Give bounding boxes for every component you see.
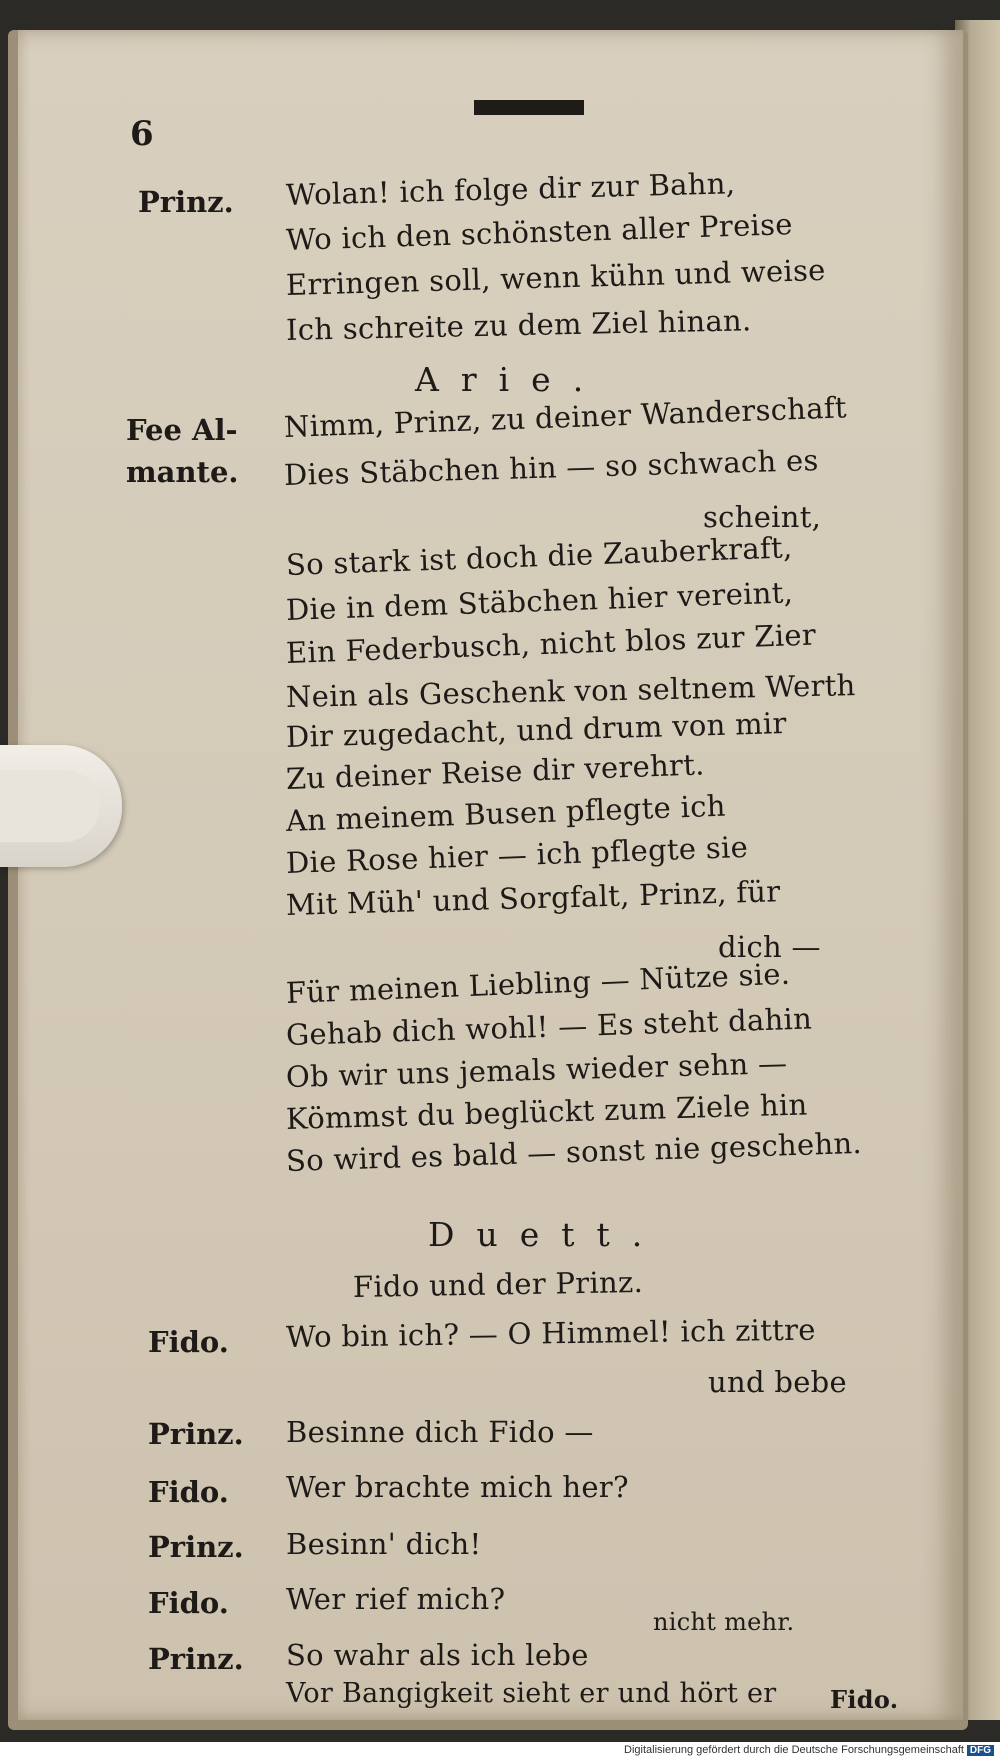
verse-line: Ob wir uns jemals wieder sehn —	[285, 1046, 788, 1094]
verse-line: Dir zugedacht, und drum von mir	[285, 706, 788, 754]
verse-line: Kömmst du beglückt zum Ziele hin	[285, 1087, 808, 1136]
verse-line: Wer rief mich?	[286, 1582, 506, 1616]
dfg-logo: DFG	[967, 1745, 994, 1756]
verse-line: Ein Federbusch, nicht blos zur Zier	[285, 617, 817, 670]
paper-clip-inner	[0, 770, 100, 842]
verse-line: dich —	[718, 930, 821, 964]
book-page	[18, 30, 963, 1720]
verse-line: Erringen soll, wenn kühn und weise	[285, 252, 827, 302]
verse-line: Nimm, Prinz, zu deiner Wanderschaft	[283, 390, 848, 444]
section-heading-arie: Arie.	[415, 360, 606, 399]
verse-line: Dies Stäbchen hin — so schwach es	[283, 443, 820, 492]
speaker-prinz: Prinz.	[148, 1642, 244, 1676]
digitization-footer	[0, 1742, 1000, 1763]
verse-line: Für meinen Liebling — Nütze sie.	[285, 956, 791, 1010]
verse-line: nicht mehr.	[653, 1608, 795, 1636]
catchword: Fido.	[830, 1685, 899, 1714]
verse-line: Mit Müh' und Sorgfalt, Prinz, für	[285, 874, 781, 922]
verse-line: Ich schreite zu dem Ziel hinan.	[285, 303, 752, 347]
verse-line: Die Rose hier — ich pflegte sie	[285, 829, 749, 880]
digitization-credit: Digitalisierung gefördert durch die Deutsche Forschungsgemeinschaft	[624, 1744, 964, 1756]
section-heading-duett: Duett.	[428, 1215, 665, 1254]
speaker-fee: mante.	[126, 455, 239, 489]
verse-line: Besinne dich Fido —	[286, 1415, 594, 1449]
speaker-fido: Fido.	[148, 1325, 229, 1359]
verse-line: Wo ich den schönsten aller Preise	[285, 207, 794, 257]
verse-line: An meinem Busen pflegte ich	[285, 788, 727, 838]
verse-line: So wahr als ich lebe	[286, 1638, 589, 1672]
verse-line: Wolan! ich folge dir zur Bahn,	[285, 166, 736, 212]
verse-line: scheint,	[703, 500, 822, 534]
verse-line: Die in dem Stäbchen hier vereint,	[285, 575, 794, 627]
verse-line: So wird es bald — sonst nie geschehn.	[285, 1125, 863, 1178]
page-number: 6	[130, 114, 154, 154]
verse-line: Nein als Geschenk von seltnem Werth	[285, 668, 856, 714]
speaker-fido: Fido.	[148, 1586, 229, 1620]
verse-line: und bebe	[708, 1365, 847, 1399]
speaker-prinz: Prinz.	[148, 1530, 244, 1564]
speaker-fee: Fee Al-	[126, 413, 238, 447]
speaker-prinz: Prinz.	[138, 185, 234, 219]
verse-line: Wo bin ich? — O Himmel! ich zittre	[285, 1312, 816, 1354]
speaker-fido: Fido.	[148, 1475, 229, 1509]
speaker-prinz: Prinz.	[148, 1417, 244, 1451]
duett-subtitle: Fido und der Prinz.	[352, 1264, 644, 1304]
verse-line: Wer brachte mich her?	[286, 1470, 629, 1504]
verse-line: Zu deiner Reise dir verehrt.	[285, 747, 706, 796]
verse-line: Besinn' dich!	[286, 1527, 482, 1561]
verse-line: Gehab dich wohl! — Es steht dahin	[285, 1001, 813, 1052]
header-ornament	[474, 100, 584, 115]
verse-line: So stark ist doch die Zauberkraft,	[285, 530, 793, 582]
verse-line: Vor Bangigkeit sieht er und hört er	[286, 1678, 777, 1709]
